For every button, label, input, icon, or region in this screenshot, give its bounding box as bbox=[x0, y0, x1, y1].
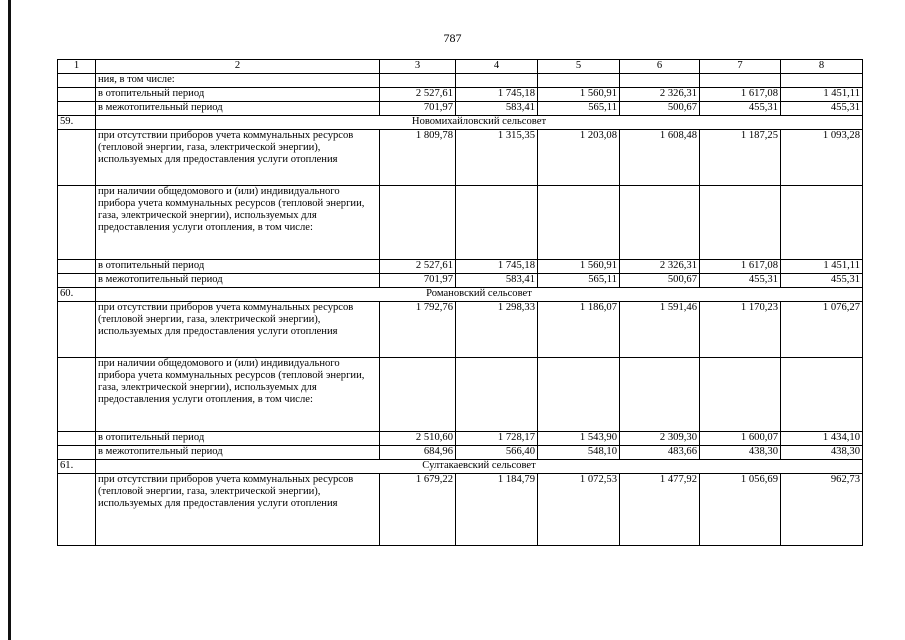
section-number: 60. bbox=[58, 288, 96, 302]
column-header: 6 bbox=[620, 60, 700, 74]
value-cell: 684,96 bbox=[380, 446, 456, 460]
column-header: 4 bbox=[456, 60, 538, 74]
row-label: при отсутствии приборов учета коммунальных ресурсов (тепловой энергии, газа, электрической энергии), используемых для предоставления услуги отопления bbox=[96, 302, 380, 358]
value-cell: 438,30 bbox=[700, 446, 781, 460]
row-number-cell bbox=[58, 446, 96, 460]
row-number-cell bbox=[58, 274, 96, 288]
value-cell: 1 093,28 bbox=[781, 130, 863, 186]
value-cell: 1 745,18 bbox=[456, 260, 538, 274]
value-cell bbox=[380, 358, 456, 432]
value-cell bbox=[700, 358, 781, 432]
value-cell: 1 728,17 bbox=[456, 432, 538, 446]
value-cell: 1 203,08 bbox=[538, 130, 620, 186]
section-row bbox=[58, 460, 863, 474]
value-cell bbox=[781, 74, 863, 88]
value-cell bbox=[700, 74, 781, 88]
value-cell: 1 170,23 bbox=[700, 302, 781, 358]
value-cell: 1 679,22 bbox=[380, 474, 456, 546]
value-cell: 500,67 bbox=[620, 274, 700, 288]
row-number-cell bbox=[58, 358, 96, 432]
table-row bbox=[58, 260, 863, 274]
row-number-cell bbox=[58, 74, 96, 88]
column-header: 3 bbox=[380, 60, 456, 74]
value-cell: 701,97 bbox=[380, 274, 456, 288]
value-cell: 1 617,08 bbox=[700, 260, 781, 274]
row-label: в отопительный период bbox=[96, 432, 380, 446]
table-row bbox=[58, 102, 863, 116]
value-cell: 701,97 bbox=[380, 102, 456, 116]
value-cell: 1 451,11 bbox=[781, 88, 863, 102]
column-header: 2 bbox=[96, 60, 380, 74]
value-cell: 1 184,79 bbox=[456, 474, 538, 546]
value-cell: 548,10 bbox=[538, 446, 620, 460]
value-cell bbox=[620, 358, 700, 432]
value-cell: 1 187,25 bbox=[700, 130, 781, 186]
table-row bbox=[58, 302, 863, 358]
row-label: при отсутствии приборов учета коммунальных ресурсов (тепловой энергии, газа, электрической энергии), используемых для предоставления услуги отопления bbox=[96, 474, 380, 546]
row-label: в межотопительный период bbox=[96, 274, 380, 288]
section-number: 61. bbox=[58, 460, 96, 474]
row-number-cell bbox=[58, 432, 96, 446]
value-cell: 2 309,30 bbox=[620, 432, 700, 446]
value-cell: 1 600,07 bbox=[700, 432, 781, 446]
row-label: при отсутствии приборов учета коммунальных ресурсов (тепловой энергии, газа, электрической энергии), используемых для предоставления услуги отопления bbox=[96, 130, 380, 186]
page-number: 787 bbox=[443, 31, 462, 45]
row-number-cell bbox=[58, 88, 96, 102]
value-cell: 1 560,91 bbox=[538, 260, 620, 274]
row-number-cell bbox=[58, 474, 96, 546]
value-cell: 2 510,60 bbox=[380, 432, 456, 446]
value-cell bbox=[700, 186, 781, 260]
value-cell: 1 315,35 bbox=[456, 130, 538, 186]
value-cell: 1 792,76 bbox=[380, 302, 456, 358]
value-cell: 1 451,11 bbox=[781, 260, 863, 274]
section-title: Романовский сельсовет bbox=[96, 288, 863, 302]
section-row bbox=[58, 116, 863, 130]
row-number-cell bbox=[58, 302, 96, 358]
value-cell bbox=[456, 74, 538, 88]
table-row bbox=[58, 474, 863, 546]
value-cell: 500,67 bbox=[620, 102, 700, 116]
row-number-cell bbox=[58, 130, 96, 186]
value-cell: 1 809,78 bbox=[380, 130, 456, 186]
row-number-cell bbox=[58, 186, 96, 260]
value-cell: 1 591,46 bbox=[620, 302, 700, 358]
table-row bbox=[58, 186, 863, 260]
table-row bbox=[58, 74, 863, 88]
tariff-table bbox=[57, 59, 863, 546]
value-cell bbox=[538, 74, 620, 88]
column-header: 1 bbox=[58, 60, 96, 74]
value-cell bbox=[538, 186, 620, 260]
value-cell: 565,11 bbox=[538, 274, 620, 288]
column-header: 7 bbox=[700, 60, 781, 74]
value-cell: 455,31 bbox=[700, 274, 781, 288]
column-header: 5 bbox=[538, 60, 620, 74]
section-title: Новомихайловский сельсовет bbox=[96, 116, 863, 130]
table-row bbox=[58, 88, 863, 102]
row-label: в межотопительный период bbox=[96, 446, 380, 460]
value-cell: 1 434,10 bbox=[781, 432, 863, 446]
value-cell: 2 326,31 bbox=[620, 260, 700, 274]
value-cell: 1 056,69 bbox=[700, 474, 781, 546]
section-number: 59. bbox=[58, 116, 96, 130]
table-row bbox=[58, 358, 863, 432]
row-label: в межотопительный период bbox=[96, 102, 380, 116]
column-header: 8 bbox=[781, 60, 863, 74]
value-cell: 1 186,07 bbox=[538, 302, 620, 358]
value-cell: 455,31 bbox=[781, 102, 863, 116]
table-header-row bbox=[58, 60, 863, 74]
section-title: Султакаевский сельсовет bbox=[96, 460, 863, 474]
row-label: в отопительный период bbox=[96, 260, 380, 274]
value-cell: 1 560,91 bbox=[538, 88, 620, 102]
value-cell: 1 477,92 bbox=[620, 474, 700, 546]
row-label: при наличии общедомового и (или) индивидуального прибора учета коммунальных ресурсов (тепловой энергии, газа, электрической энергии), используемых для предоставления услуги отопления, в том числе: bbox=[96, 186, 380, 260]
table-row bbox=[58, 274, 863, 288]
value-cell: 962,73 bbox=[781, 474, 863, 546]
value-cell bbox=[538, 358, 620, 432]
value-cell: 2 326,31 bbox=[620, 88, 700, 102]
value-cell: 565,11 bbox=[538, 102, 620, 116]
value-cell: 1 543,90 bbox=[538, 432, 620, 446]
row-label: в отопительный период bbox=[96, 88, 380, 102]
value-cell: 583,41 bbox=[456, 274, 538, 288]
table-row bbox=[58, 446, 863, 460]
value-cell bbox=[620, 186, 700, 260]
page-edge-bar bbox=[8, 0, 11, 640]
value-cell: 1 076,27 bbox=[781, 302, 863, 358]
row-number-cell bbox=[58, 260, 96, 274]
section-row bbox=[58, 288, 863, 302]
value-cell bbox=[781, 186, 863, 260]
value-cell bbox=[456, 186, 538, 260]
value-cell bbox=[456, 358, 538, 432]
value-cell bbox=[620, 74, 700, 88]
row-label: при наличии общедомового и (или) индивидуального прибора учета коммунальных ресурсов (тепловой энергии, газа, электрической энергии), используемых для предоставления услуги отопления, в том числе: bbox=[96, 358, 380, 432]
value-cell: 2 527,61 bbox=[380, 260, 456, 274]
value-cell: 483,66 bbox=[620, 446, 700, 460]
value-cell: 455,31 bbox=[700, 102, 781, 116]
value-cell: 455,31 bbox=[781, 274, 863, 288]
value-cell: 1 745,18 bbox=[456, 88, 538, 102]
table-row bbox=[58, 130, 863, 186]
value-cell bbox=[380, 186, 456, 260]
table-row bbox=[58, 432, 863, 446]
value-cell: 1 298,33 bbox=[456, 302, 538, 358]
row-label: ния, в том числе: bbox=[96, 74, 380, 88]
value-cell: 1 608,48 bbox=[620, 130, 700, 186]
value-cell: 583,41 bbox=[456, 102, 538, 116]
value-cell bbox=[781, 358, 863, 432]
value-cell: 1 072,53 bbox=[538, 474, 620, 546]
row-number-cell bbox=[58, 102, 96, 116]
value-cell bbox=[380, 74, 456, 88]
value-cell: 1 617,08 bbox=[700, 88, 781, 102]
value-cell: 566,40 bbox=[456, 446, 538, 460]
value-cell: 2 527,61 bbox=[380, 88, 456, 102]
value-cell: 438,30 bbox=[781, 446, 863, 460]
